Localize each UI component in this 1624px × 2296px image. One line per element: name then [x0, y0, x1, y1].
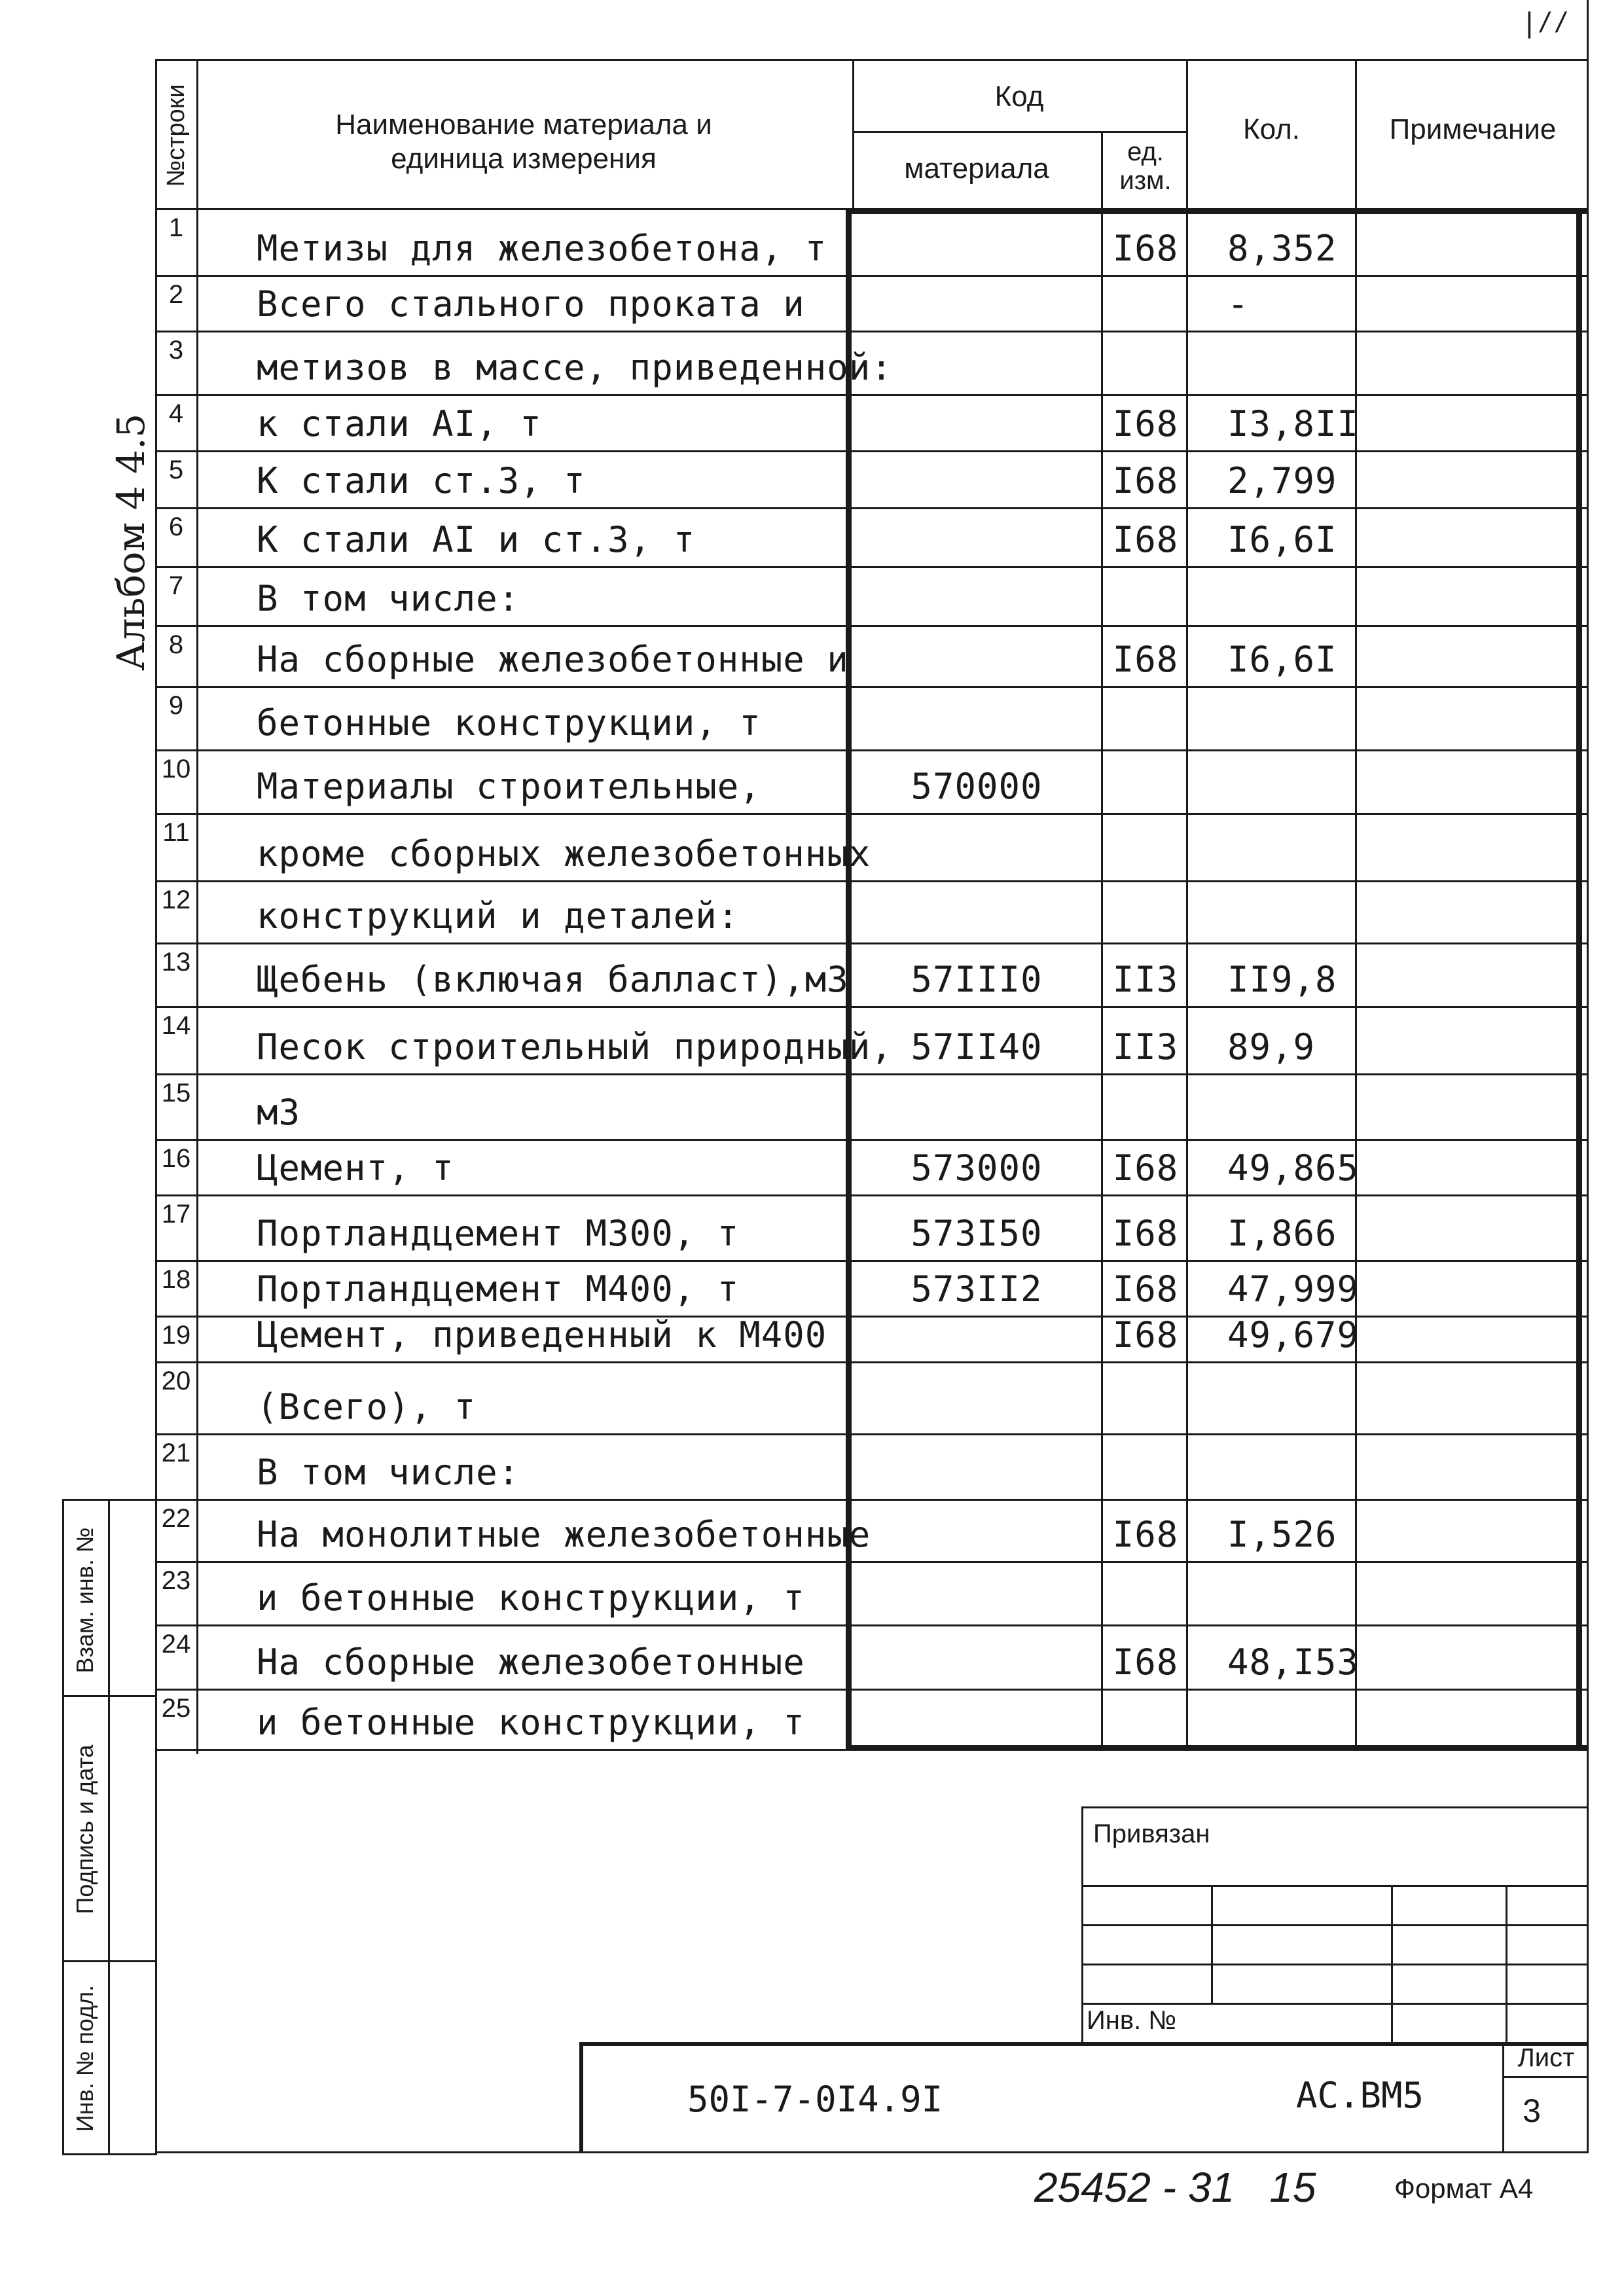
stamp-doc-mark: АС.ВМ5: [1296, 2075, 1424, 2116]
side-label-podpis: Подпись и дата: [71, 1744, 98, 1914]
row-number: 5: [168, 456, 184, 484]
row-name: кроме сборных железобетонных: [257, 833, 871, 874]
row-name: Цемент, т: [257, 1147, 454, 1189]
row-number: 1: [168, 213, 184, 242]
row-number: 21: [161, 1439, 191, 1467]
row-number: 22: [161, 1504, 191, 1533]
row-qty: I,526: [1227, 1514, 1337, 1555]
row-name: Щебень (включая балласт),м3: [257, 959, 849, 1000]
row-code: 573000: [911, 1147, 1043, 1189]
header-code: Код: [994, 81, 1044, 113]
row-unit: I68: [1112, 1268, 1179, 1310]
row-name: конструкций и деталей:: [257, 895, 740, 937]
row-unit: I68: [1112, 639, 1179, 680]
row-unit: I68: [1112, 403, 1179, 444]
handwritten-number: 25452 - 31 15: [1034, 2164, 1316, 2211]
stamp-privyazan: Привязан: [1093, 1820, 1210, 1848]
row-name: В том числе:: [257, 578, 520, 619]
stamp-sheet-no: 3: [1523, 2092, 1541, 2129]
row-number: 2: [168, 280, 184, 309]
row-code: 573II2: [911, 1268, 1043, 1310]
row-unit: I68: [1112, 1213, 1179, 1254]
row-name: к стали AI, т: [257, 403, 542, 444]
row-qty: I3,8II: [1227, 403, 1360, 444]
row-unit: I68: [1112, 1314, 1179, 1355]
row-name: Цемент, приведенный к М400: [257, 1314, 827, 1355]
row-qty: 49,679: [1227, 1314, 1360, 1355]
row-name: Портландцемент М300, т: [257, 1213, 740, 1254]
row-qty: 8,352: [1227, 228, 1337, 269]
row-unit: II3: [1112, 959, 1179, 1000]
row-qty: 49,865: [1227, 1147, 1360, 1189]
row-number: 3: [168, 336, 184, 365]
row-qty: 48,I53: [1227, 1641, 1360, 1683]
row-number: 13: [161, 948, 191, 977]
row-unit: I68: [1112, 1514, 1179, 1555]
stamp-sheet-label: Лист: [1517, 2043, 1575, 2072]
row-number: 8: [168, 630, 184, 659]
header-row-no: №строки: [162, 84, 190, 187]
row-code: 57II40: [911, 1026, 1043, 1067]
row-number: 23: [161, 1566, 191, 1595]
row-unit: I68: [1112, 460, 1179, 501]
album-label: Альбом 4 4.5: [109, 413, 153, 671]
row-name: Портландцемент М400, т: [257, 1268, 740, 1310]
row-name: Материалы строительные,: [257, 766, 761, 807]
row-name: На сборные железобетонные и: [257, 639, 849, 680]
row-number: 14: [161, 1011, 191, 1040]
header-qty: Кол.: [1242, 113, 1301, 145]
row-number: 16: [161, 1144, 191, 1173]
row-qty: I6,6I: [1227, 519, 1337, 560]
row-qty: 47,999: [1227, 1268, 1360, 1310]
row-name: На сборные железобетонные: [257, 1641, 805, 1683]
row-name: К стали ст.3, т: [257, 460, 586, 501]
row-number: 18: [161, 1265, 191, 1294]
row-number: 25: [161, 1694, 191, 1723]
row-qty: II9,8: [1227, 959, 1337, 1000]
row-name: Всего стального проката и: [257, 283, 805, 325]
row-code: 57III0: [911, 959, 1043, 1000]
row-name: бетонные конструкции, т: [257, 702, 761, 744]
header-code-material: материала: [904, 152, 1049, 185]
stamp-doc-code: 50I-7-0I4.9I: [687, 2079, 943, 2120]
row-number: 9: [168, 691, 184, 720]
header-note: Примечание: [1389, 113, 1557, 145]
row-qty: 89,9: [1227, 1026, 1316, 1067]
row-number: 17: [161, 1200, 191, 1229]
row-number: 11: [162, 818, 190, 847]
row-name: и бетонные конструкции, т: [257, 1577, 805, 1619]
row-name: метизов в массе, приведенной:: [257, 347, 893, 388]
row-name: К стали AI и ст.3, т: [257, 519, 696, 560]
row-qty: I,866: [1227, 1213, 1337, 1254]
row-number: 7: [168, 571, 184, 600]
side-label-inv-podl: Инв. № подл.: [71, 1984, 98, 2132]
row-name: Песок строительный природный,: [257, 1026, 893, 1067]
row-name: Метизы для железобетона, т: [257, 228, 827, 269]
row-unit: I68: [1112, 519, 1179, 560]
row-number: 10: [161, 755, 191, 783]
row-number: 6: [168, 512, 184, 541]
header-code-unit: ед. изм.: [1119, 137, 1172, 195]
row-name: (Всего), т: [257, 1386, 477, 1427]
row-number: 12: [161, 886, 191, 914]
row-number: 20: [161, 1367, 191, 1395]
row-code: 570000: [911, 766, 1043, 807]
row-unit: I68: [1112, 1641, 1179, 1683]
row-unit: I68: [1112, 228, 1179, 269]
row-number: 24: [161, 1630, 191, 1659]
row-qty: -: [1227, 283, 1250, 325]
row-qty: 2,799: [1227, 460, 1337, 501]
row-number: 4: [168, 399, 184, 428]
row-number: 15: [161, 1079, 191, 1107]
row-name: м3: [257, 1092, 301, 1133]
row-unit: II3: [1112, 1026, 1179, 1067]
corner-mark: | / /: [1525, 7, 1565, 39]
side-label-vzam: Взам. инв. №: [71, 1527, 98, 1674]
row-code: 573I50: [911, 1213, 1043, 1254]
row-unit: I68: [1112, 1147, 1179, 1189]
row-qty: I6,6I: [1227, 639, 1337, 680]
row-name: На монолитные железобетонные: [257, 1514, 871, 1555]
row-number: 19: [161, 1321, 191, 1350]
header-name: Наименование материала и единица измерения: [335, 109, 712, 175]
row-name: В том числе:: [257, 1452, 520, 1493]
row-name: и бетонные конструкции, т: [257, 1702, 805, 1743]
stamp-inv-no: Инв. №: [1087, 2006, 1177, 2035]
format-label: Формат А4: [1394, 2173, 1534, 2204]
